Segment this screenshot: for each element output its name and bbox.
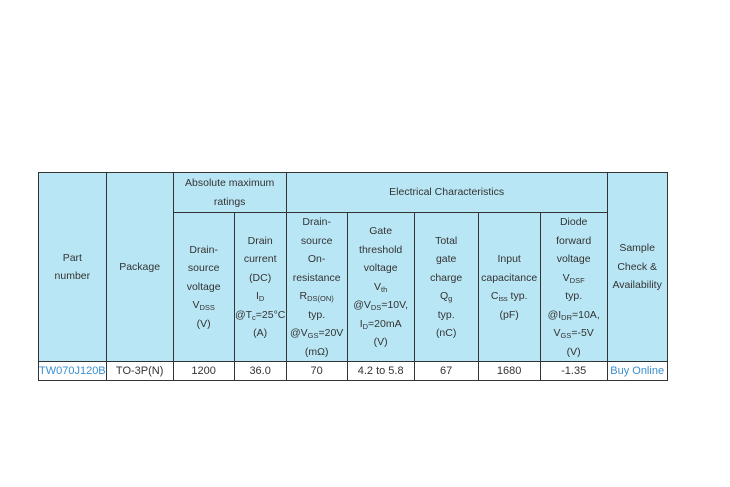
cell-id: 36.0 — [234, 362, 286, 381]
spec-table — [38, 172, 668, 381]
header-ciss: Input capacitance $C_{iss}$ typ. (pF) — [478, 213, 540, 362]
cell-vdsf: -1.35 — [540, 362, 607, 381]
header-sample: Sample Check & Availability — [607, 173, 667, 362]
header-rds-on: Drain- source On- resistance $R_{DS(ON)}$ typ. $@V_{GS}=20V$ (mΩ) — [286, 213, 347, 362]
cell-qg: 67 — [414, 362, 478, 381]
header-part-number: Part number — [39, 173, 107, 362]
cell-rds-on: 70 — [286, 362, 347, 381]
cell-vth: 4.2 to 5.8 — [347, 362, 414, 381]
cell-part-number[interactable] — [39, 362, 107, 381]
buy-online-link[interactable]: Buy Online — [610, 365, 665, 377]
header-package: Package — [106, 173, 173, 362]
header-vdsf: Diode forward voltage $V_{DSF}$ typ. $@I_{DR}=10A$, $V_{GS}=-5V$ (V) — [540, 213, 607, 362]
cell-vdss: 1200 — [173, 362, 234, 381]
cell-buy[interactable] — [607, 362, 667, 381]
cell-package: TO-3P(N) — [106, 362, 173, 381]
header-vdss: Drain- source voltage $V_{DSS}$ (V) — [173, 213, 234, 362]
cell-ciss: 1680 — [478, 362, 540, 381]
header-electrical: Electrical Characteristics — [286, 173, 607, 213]
part-number-link[interactable]: TW070J120B — [39, 365, 106, 377]
header-vth: Gate threshold voltage $V_{th}$ $@V_{DS}=10V$, $I_D=20mA$ (V) — [347, 213, 414, 362]
header-id: Drain current (DC) $I_D$ $@T_c=25^\circ C$ (A) — [234, 213, 286, 362]
header-qg: Total gate charge $Q_g$ typ. (nC) — [414, 213, 478, 362]
header-absolute-max: Absolute maximum ratings — [173, 173, 286, 213]
table-row — [39, 362, 668, 381]
